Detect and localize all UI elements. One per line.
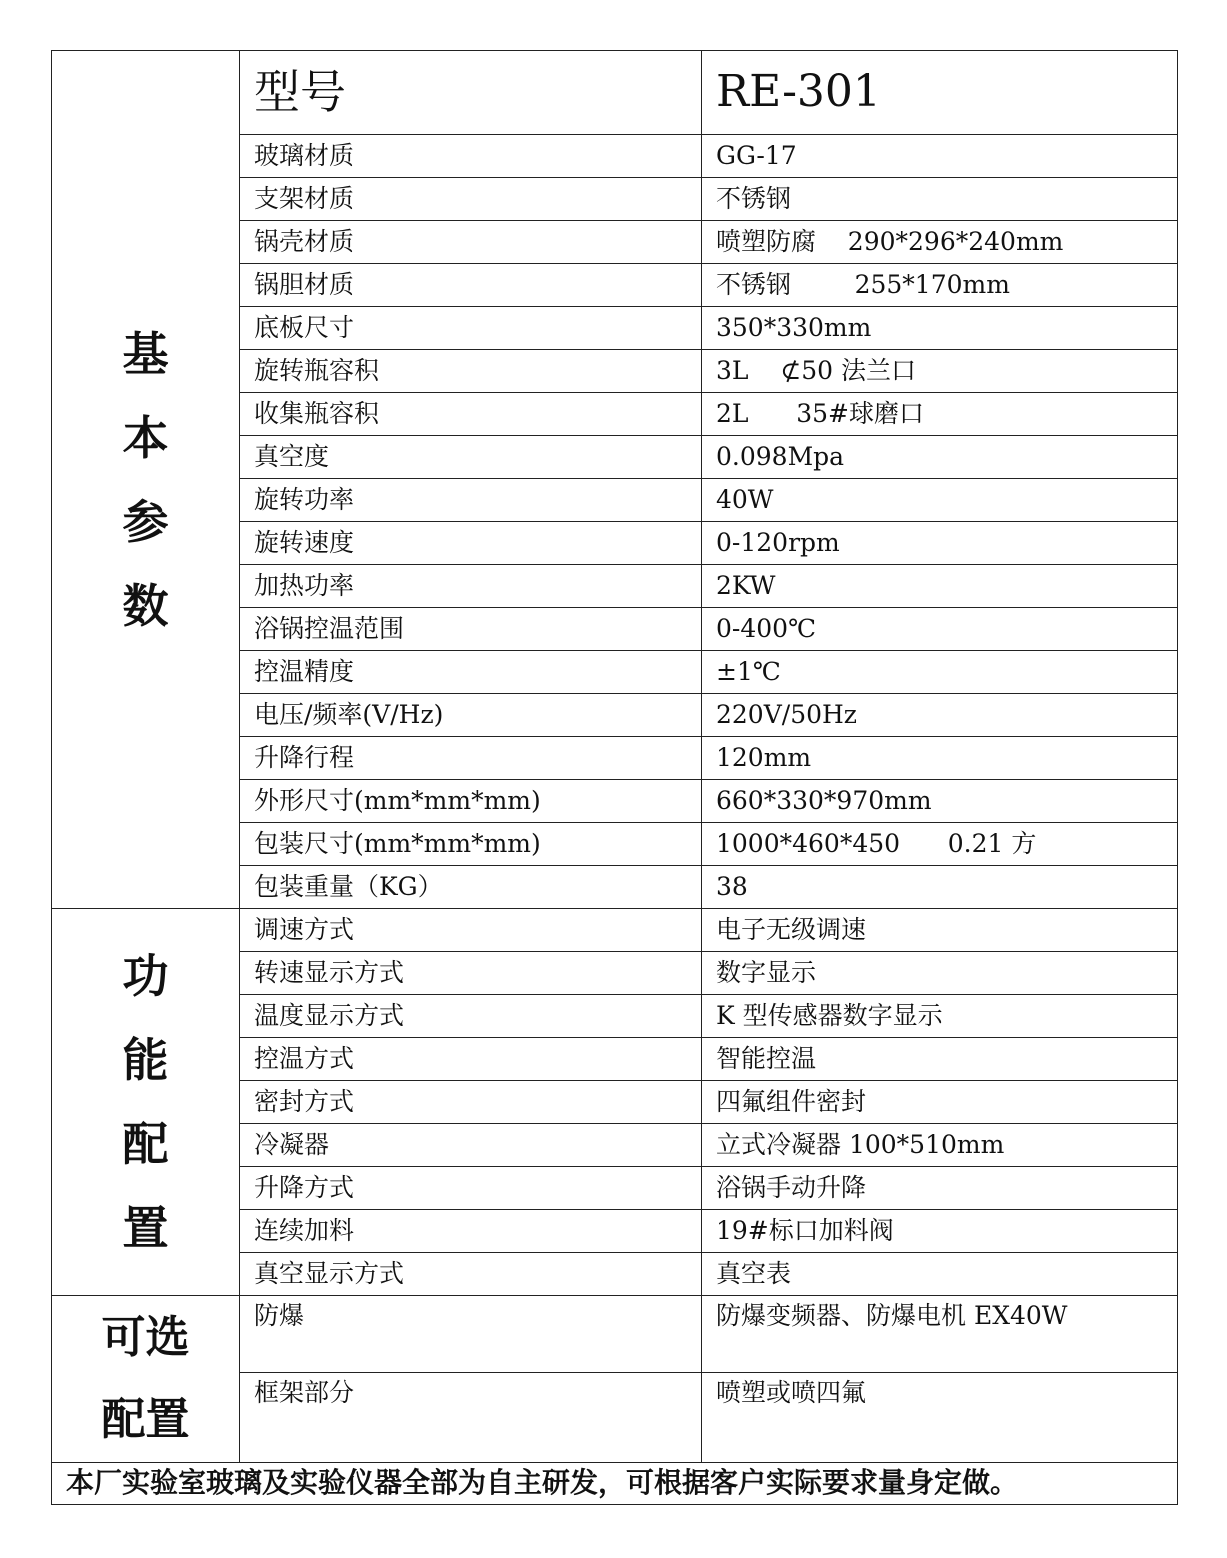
group-basic-params [52,51,240,909]
row-label: 支架材质 [240,178,702,221]
row-label: 包装尺寸(mm*mm*mm) [240,823,702,866]
row-label: 真空显示方式 [240,1253,702,1296]
row-value: 防爆变频器、防爆电机 EX40W [702,1296,1178,1373]
group-char: 配置 [101,1394,190,1445]
row-label: 连续加料 [240,1210,702,1253]
spec-table [51,50,1178,1505]
row-value: 120mm [702,737,1178,780]
row-value: 浴锅手动升降 [702,1167,1178,1210]
row-value: 0.098Mpa [702,436,1178,479]
row-label: 底板尺寸 [240,307,702,350]
group-char: 数 [122,578,169,633]
group-char: 基 [122,326,169,381]
row-label: 真空度 [240,436,702,479]
model-row [52,51,1178,135]
row-value: ±1℃ [702,651,1178,694]
row-value: K 型传感器数字显示 [702,995,1178,1038]
group-char: 本 [122,410,169,465]
row-label: 调速方式 [240,909,702,952]
row-label: 收集瓶容积 [240,393,702,436]
group-optional-config [52,1296,240,1463]
row-value: 不锈钢 [702,178,1178,221]
row-value: 3L ⊄50 法兰口 [702,350,1178,393]
model-label: 型号 [240,51,702,135]
row-value: 数字显示 [702,952,1178,995]
row-label: 包装重量（KG） [240,866,702,909]
row-value: 立式冷凝器 100*510mm [702,1124,1178,1167]
row-label: 升降方式 [240,1167,702,1210]
row-value: 0-120rpm [702,522,1178,565]
row-value: 不锈钢 255*170mm [702,264,1178,307]
row-value: GG-17 [702,135,1178,178]
row-value: 40W [702,479,1178,522]
row-value: 2L 35#球磨口 [702,393,1178,436]
group-char: 参 [122,494,169,549]
row-value: 350*330mm [702,307,1178,350]
row-label: 锅壳材质 [240,221,702,264]
row-value: 38 [702,866,1178,909]
row-value: 220V/50Hz [702,694,1178,737]
row-label: 旋转瓶容积 [240,350,702,393]
row-value: 2KW [702,565,1178,608]
row-label: 加热功率 [240,565,702,608]
row-value: 电子无级调速 [702,909,1178,952]
footer-row [52,1463,1178,1505]
row-label: 外形尺寸(mm*mm*mm) [240,780,702,823]
row-value: 真空表 [702,1253,1178,1296]
row-label: 温度显示方式 [240,995,702,1038]
group-function-config [52,909,240,1296]
group-char: 能 [122,1033,169,1087]
group-char: 功 [122,949,169,1003]
row-value: 19#标口加料阀 [702,1210,1178,1253]
row-label: 控温精度 [240,651,702,694]
row-value: 0-400℃ [702,608,1178,651]
row-label: 密封方式 [240,1081,702,1124]
table-row [52,1296,1178,1373]
row-label: 框架部分 [240,1373,702,1463]
row-label: 转速显示方式 [240,952,702,995]
group-char: 可选 [101,1312,190,1363]
footer-note: 本厂实验室玻璃及实验仪器全部为自主研发，可根据客户实际要求量身定做。 [52,1463,1178,1505]
row-value: 喷塑或喷四氟 [702,1373,1178,1463]
row-value: 660*330*970mm [702,780,1178,823]
row-label: 旋转功率 [240,479,702,522]
row-label: 防爆 [240,1296,702,1373]
model-value: RE-301 [702,51,1178,135]
row-label: 锅胆材质 [240,264,702,307]
row-label: 升降行程 [240,737,702,780]
group-char: 置 [122,1201,169,1255]
row-value: 1000*460*450 0.21 方 [702,823,1178,866]
row-label: 玻璃材质 [240,135,702,178]
table-row [52,909,1178,952]
row-value: 四氟组件密封 [702,1081,1178,1124]
row-value: 喷塑防腐 290*296*240mm [702,221,1178,264]
row-label: 旋转速度 [240,522,702,565]
row-label: 电压/频率(V/Hz) [240,694,702,737]
row-label: 冷凝器 [240,1124,702,1167]
row-value: 智能控温 [702,1038,1178,1081]
row-label: 控温方式 [240,1038,702,1081]
group-char: 配 [122,1117,169,1171]
row-label: 浴锅控温范围 [240,608,702,651]
